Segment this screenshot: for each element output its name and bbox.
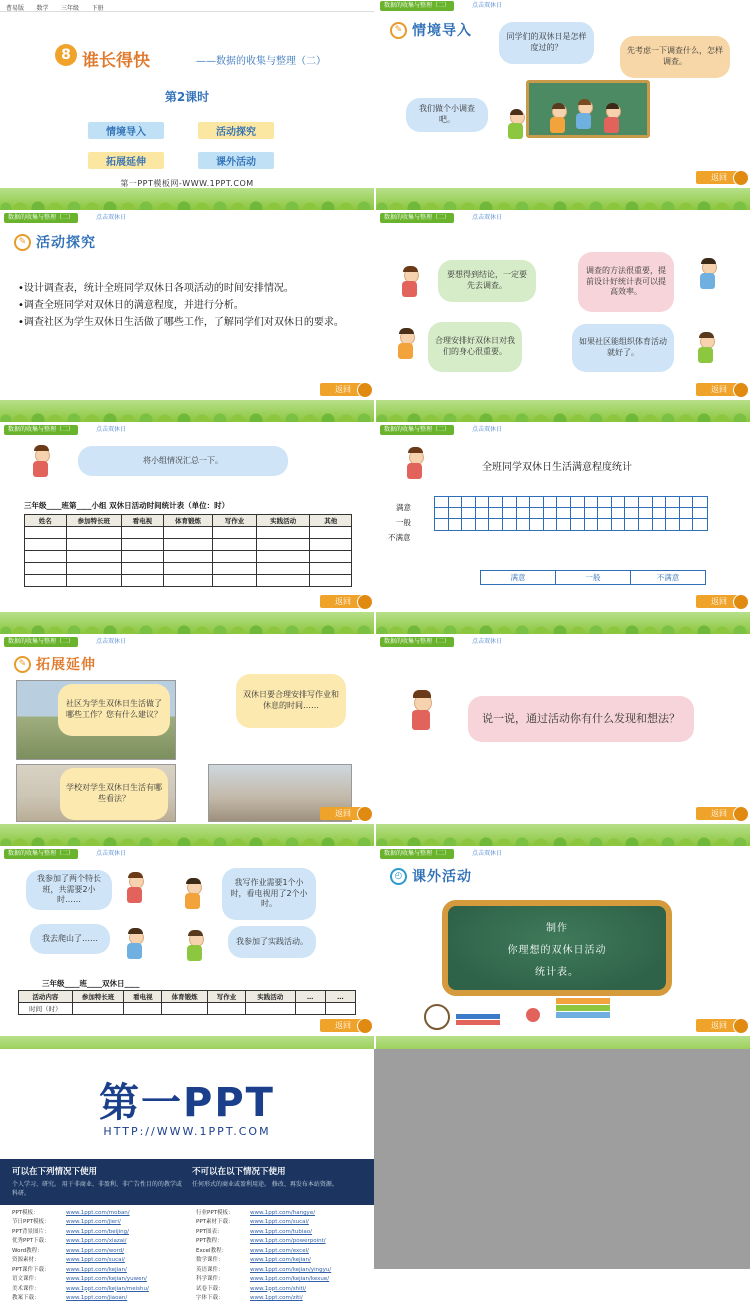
link-value[interactable]: www.1ppt.com/kejian/yingyu/ [250,1266,332,1273]
table-row [25,551,352,563]
board-line-2: 统计表。 [535,966,579,978]
link-row[interactable] [12,1237,190,1246]
table-header-cell: 参加特长班 [66,515,122,527]
link-key: 优秀PPT下载： [12,1238,50,1245]
slide-intro[interactable] [376,0,750,210]
link-value[interactable]: www.1ppt.com/kejian/ [66,1266,127,1273]
board-line-1: 你理想的双休日活动 [507,944,607,956]
link-value[interactable]: www.1ppt.com/sucai/ [66,1257,125,1264]
link-key: 字体下载： [196,1295,224,1302]
section-title [14,232,96,252]
table-header-cell: … [325,991,355,1003]
breadcrumb-item-3: 下册 [91,5,104,12]
teacher-figure [572,100,598,150]
return-icon [733,806,749,822]
clock-icon: ◴ [390,868,407,885]
brand-url: HTTP://WWW.1PPT.COM [103,1125,271,1138]
header-tag: 数据的收集与整理（二） [4,637,78,647]
table-header-cell: 写作业 [213,515,257,527]
header-subtitle: 点击双休日 [96,214,127,221]
link-row[interactable] [196,1237,374,1246]
section-title [390,866,472,886]
return-button[interactable] [320,1019,366,1032]
grass-decoration [0,612,374,634]
legend-item-1: 一般 [556,571,631,584]
page-title: 谁长得快 [82,51,150,71]
header-tag: 数据的收集与整理（二） [380,849,454,859]
link-row[interactable] [12,1209,190,1218]
return-icon [733,170,749,186]
link-key: Word教程： [12,1247,43,1254]
link-key: 数学课件： [196,1257,224,1264]
link-row[interactable] [12,1266,190,1275]
speech-bubble-1: 同学们的双休日是怎样度过的？ [499,22,594,64]
boy-figure-3 [182,930,212,974]
table-row-label: 时间（时） [19,1003,73,1015]
link-key: PPT背景图片： [12,1228,50,1235]
slide-satisfaction-chart[interactable] [376,424,750,634]
student-figure-1 [546,104,572,150]
link-value[interactable]: www.1ppt.com/kejian/kexue/ [250,1276,330,1283]
slide-header [376,212,750,224]
return-button[interactable] [696,171,742,184]
table-row [25,539,352,551]
slide-header [0,636,374,648]
speech-bubble-2: 双休日要合理安排写作业和休息的时间…… [236,674,346,728]
link-value[interactable]: www.1ppt.com/kejian/ [250,1257,311,1264]
speech-bubble-1: 社区为学生双休日生活做了哪些工作？您有什么建议？ [58,684,170,736]
usage-allowed-text: 个人学习、研究。 用于非商业、非盈利、非广告性目的的教学或科研。 [12,1181,182,1197]
return-button[interactable] [696,383,742,396]
table-header-cell: 看电视 [124,991,162,1003]
section-title-label: 情境导入 [412,23,472,39]
slide-explore[interactable] [0,212,374,422]
boy-figure-2 [122,928,152,972]
slide-header [0,848,374,860]
link-row[interactable] [12,1285,190,1294]
nav-button-extend[interactable]: 拓展延伸 [88,152,164,169]
link-row[interactable] [196,1218,374,1227]
chart-grid [434,496,708,531]
data-table [24,514,352,587]
table-row [25,527,352,539]
table-header-cell: 实践活动 [256,515,310,527]
header-tag: 数据的收集与整理（二） [380,1,454,11]
link-value[interactable]: www.1ppt.com/kejian/yuwen/ [66,1276,147,1283]
header-tag: 数据的收集与整理（二） [380,213,454,223]
table-header-cell: 参加特长班 [72,991,124,1003]
section-title [390,20,472,40]
slide-group-table[interactable] [0,424,374,634]
link-key: 语文课件： [12,1276,40,1283]
grass-decoration [0,188,374,210]
bullet-text-1: 调查全班同学对双休日的满意程度，并进行分析。 [23,300,244,311]
table-row [19,1003,356,1015]
link-value[interactable]: www.1ppt.com/excel/ [250,1247,309,1254]
section-title-label: 拓展延伸 [36,657,96,673]
boy-figure-2 [394,328,422,374]
table-row [25,563,352,575]
return-button-label: 返回 [335,385,351,394]
bullet-text-0: 设计调查表，统计全班同学双休日各项活动的时间安排情况。 [23,283,294,294]
link-key: Excel教程： [196,1247,228,1254]
link-value[interactable]: www.1ppt.com/kejian/meishu/ [66,1285,149,1292]
grass-decoration [376,612,750,634]
link-key: 试卷下载： [196,1285,224,1292]
links-right-column [196,1209,374,1304]
nav-button-activity[interactable]: 课外活动 [198,152,274,169]
link-value[interactable]: www.1ppt.com/moban/ [66,1210,130,1216]
return-button-label: 返回 [335,597,351,606]
return-button-label: 返回 [711,173,727,182]
boy-figure-1 [180,878,210,922]
speech-bubble-3: 学校对学生双休日生活有哪些看法？ [60,768,168,820]
table-header-row [25,515,352,527]
speech-bubble-1: 将小组情况汇总一下。 [78,446,288,476]
links-left-column [12,1209,190,1304]
brand-logo: 第一PPT [99,1080,275,1126]
student-figure-3 [504,110,530,156]
usage-rules-panel [0,1159,374,1205]
speech-bubble-1: 我参加了两个特长班，共需要2小时…… [26,870,112,910]
link-key: 科学课件： [196,1276,224,1283]
return-icon [733,1018,749,1034]
return-button[interactable] [696,1019,742,1032]
link-row[interactable] [12,1218,190,1227]
girl-figure [406,688,440,744]
speech-bubble-2: 我写作业需要1个小时，看电视用了2个小时。 [222,868,316,920]
link-key: 节日PPT模板： [12,1219,50,1226]
link-row[interactable] [196,1294,374,1303]
link-value[interactable]: www.1ppt.com/jiaoan/ [66,1295,128,1302]
speech-bubble-2: 调查的方法很重要，提前设计好统计表可以提高效率。 [578,252,674,312]
speech-bubble-3: 合理安排好双休日对我们的身心很重要。 [428,322,522,372]
link-key: PPT图表： [196,1228,223,1235]
alarm-clock-icon [424,1004,450,1030]
link-row[interactable] [12,1247,190,1256]
chart-grid-row [435,508,707,519]
slide-header [0,212,374,224]
usage-allowed [12,1165,182,1198]
blackboard [442,900,672,996]
grass-decoration [376,400,750,422]
section-title-label: 课外活动 [412,869,472,885]
return-button[interactable] [320,383,366,396]
table-header-cell: 姓名 [25,515,67,527]
header-tag: 数据的收集与整理（二） [4,425,78,435]
bullet-text-2: 调查社区为学生双休日生活做了哪些工作，了解同学们对双休日的要求。 [23,317,344,328]
link-value[interactable]: www.1ppt.com/beijing/ [66,1228,130,1235]
chart-row-label-0: 满意 [396,503,411,512]
link-key: 行业PPT模板： [196,1210,234,1216]
links-panel [0,1205,374,1302]
usage-denied-title: 不可以在以下情况下使用 [192,1167,286,1177]
apple-icon [526,1008,540,1022]
link-key: PPT模板： [12,1210,39,1216]
data-table [18,990,356,1015]
breadcrumb [0,0,374,12]
slide-cover[interactable] [0,0,374,210]
return-button-label: 返回 [335,809,351,818]
chart-title: 全班同学双休日生活满意程度统计 [482,462,632,473]
book-icon [556,998,610,1004]
link-key: PPT素材下载： [196,1219,234,1226]
link-value[interactable]: www.1ppt.com/hangye/ [250,1210,316,1216]
link-value[interactable]: www.1ppt.com/xiazai/ [66,1238,127,1245]
link-value[interactable]: www.1ppt.com/tubiao/ [250,1228,312,1235]
slide-header [376,0,750,12]
link-row[interactable] [12,1294,190,1303]
list-item: •调查全班同学对双休日的满意程度，并进行分析。 [18,300,244,311]
breadcrumb-item-1: 数学 [36,5,49,12]
usage-denied [192,1165,364,1189]
link-key: 教案下载： [12,1295,40,1302]
pencil-icon: ✎ [14,656,31,673]
slide-header [376,636,750,648]
board-line-0: 制作 [546,922,568,934]
return-icon [357,594,373,610]
table-header-cell: 体育锻炼 [162,991,208,1003]
speech-bubble-4: 如果社区能组织体育活动就好了。 [572,324,674,372]
table-header-row [19,991,356,1003]
slide-discussion[interactable] [376,212,750,422]
header-subtitle: 点击双休日 [472,850,503,857]
grass-decoration [376,824,750,846]
slide-homework[interactable] [376,848,750,1058]
list-item: •设计调查表，统计全班同学双休日各项活动的时间安排情况。 [18,283,294,294]
grass-decoration [0,400,374,422]
header-subtitle: 点击双休日 [472,2,503,9]
pencil-icon: ✎ [390,22,407,39]
return-icon [357,382,373,398]
link-value[interactable]: www.1ppt.com/jieri/ [66,1219,121,1226]
link-row[interactable] [196,1285,374,1294]
header-tag: 数据的收集与整理（二） [4,213,78,223]
link-key: 英语课件： [196,1266,224,1273]
slide-activity-table[interactable] [0,848,374,1058]
section-title [14,654,96,674]
link-row[interactable] [12,1275,190,1284]
slide-extend[interactable] [0,636,374,846]
return-icon [733,594,749,610]
nav-button-intro[interactable]: 情境导入 [88,122,164,139]
header-tag: 数据的收集与整理（二） [4,849,78,859]
legend-item-2: 不满意 [656,573,680,582]
chart-row-label-2: 不满意 [388,533,411,542]
return-icon [357,806,373,822]
breadcrumb-item-0: 曹易版 [6,5,25,12]
girl-figure [402,446,432,494]
page-subtitle: ——数据的收集与整理（二） [196,56,326,67]
section-title-label: 活动探究 [36,235,96,251]
usage-denied-text: 任何形式的商业或盈利用途。 修改、再发布本站资源。 [192,1181,338,1188]
link-value[interactable]: www.1ppt.com/shiti/ [250,1285,307,1292]
table-caption: 三年级____班____双休日____ [42,979,140,988]
return-button-label: 返回 [711,809,727,818]
lesson-label: 第2课时 [164,90,210,104]
link-row[interactable] [196,1228,374,1237]
student-figure-2 [600,104,626,150]
speech-bubble-1: 说一说，通过活动你有什么发现和想法？ [468,696,694,742]
link-row[interactable] [12,1228,190,1237]
header-subtitle: 点击双休日 [472,638,503,645]
return-button-label: 返回 [335,1021,351,1030]
chart-row-label-1: 一般 [396,518,411,527]
slide-header [0,424,374,436]
speech-bubble-4: 我参加了实践活动。 [228,926,316,958]
girl-figure-1 [398,266,426,312]
boy-figure-1 [696,258,724,304]
table-caption: 三年级____班第____小组 双休日活动时间统计表（单位：时） [24,501,230,510]
boy-figure-3 [694,332,722,378]
header-subtitle: 点击双休日 [96,426,127,433]
usage-allowed-title: 可以在下列情况下使用 [12,1167,98,1177]
speech-bubble-2: 先考虑一下调查什么，怎样调查。 [620,36,730,78]
link-value[interactable]: www.1ppt.com/sucai/ [250,1219,309,1226]
book-icon [456,1020,500,1025]
link-value[interactable]: www.1ppt.com/powerpoint/ [250,1238,326,1245]
chart-grid-row [435,497,707,508]
header-tag: 数据的收集与整理（二） [380,637,454,647]
link-row[interactable] [196,1266,374,1275]
table-header-cell: 实践活动 [245,991,295,1003]
book-icon [456,1014,500,1019]
table-header-cell: 活动内容 [19,991,73,1003]
speech-bubble-1: 要想得到结论，一定要先去调查。 [438,260,536,302]
table-header-cell: 其他 [310,515,352,527]
link-value[interactable]: www.1ppt.com/ziti/ [250,1295,303,1302]
grass-decoration [376,188,750,210]
link-key: PPT教程： [196,1238,223,1245]
return-button[interactable] [696,807,742,820]
return-button[interactable] [320,595,366,608]
link-key: 资源素材： [12,1257,40,1264]
chart-legend [480,570,706,585]
return-button[interactable] [320,807,366,820]
link-row[interactable] [12,1256,190,1265]
grass-decoration [0,824,374,846]
girl-figure [28,444,58,492]
book-icon [556,1005,610,1011]
breadcrumb-item-2: 三年级 [61,5,80,12]
header-subtitle: 点击双休日 [472,214,503,221]
return-icon [733,382,749,398]
slide-reflection[interactable] [376,636,750,846]
empty-gray-area [374,1049,750,1269]
book-icon [556,1012,610,1018]
legend-item-0: 满意 [481,571,556,584]
link-row[interactable] [196,1256,374,1265]
return-button-label: 返回 [711,1021,727,1030]
link-value[interactable]: www.1ppt.com/word/ [66,1247,125,1254]
table-header-cell: 体育锻炼 [163,515,213,527]
watermark-panel [0,1049,374,1159]
table-header-cell: … [295,991,325,1003]
table-row [25,575,352,587]
header-subtitle: 点击双休日 [96,850,127,857]
speech-bubble-3: 我们做个小调查吧。 [406,98,488,132]
list-item: •调查社区为学生双休日生活做了哪些工作，了解同学们对双休日的要求。 [18,317,344,328]
slide-header [376,848,750,860]
girl-figure [122,872,152,916]
return-button[interactable] [696,595,742,608]
chart-grid-row [435,519,707,530]
nav-button-explore[interactable]: 活动探究 [198,122,274,139]
return-button-label: 返回 [711,597,727,606]
header-subtitle: 点击双休日 [96,638,127,645]
link-row[interactable] [196,1247,374,1256]
return-button-label: 返回 [711,385,727,394]
return-icon [357,1018,373,1034]
link-key: PPT课件下载： [12,1266,50,1273]
link-row[interactable] [196,1209,374,1218]
table-header-cell: 看电视 [122,515,164,527]
table-header-cell: 写作业 [208,991,246,1003]
speech-bubble-3: 我去爬山了…… [30,924,110,954]
header-subtitle: 点击双休日 [472,426,503,433]
link-key: 美术课件： [12,1285,40,1292]
site-watermark: 第一PPT模板网-WWW.1PPT.COM [120,179,254,188]
slide-header [376,424,750,436]
header-tag: 数据的收集与整理（二） [380,425,454,435]
link-row[interactable] [196,1275,374,1284]
bullet-list [18,280,358,331]
pencil-icon: ✎ [14,234,31,251]
unit-badge: 8 [55,44,77,66]
